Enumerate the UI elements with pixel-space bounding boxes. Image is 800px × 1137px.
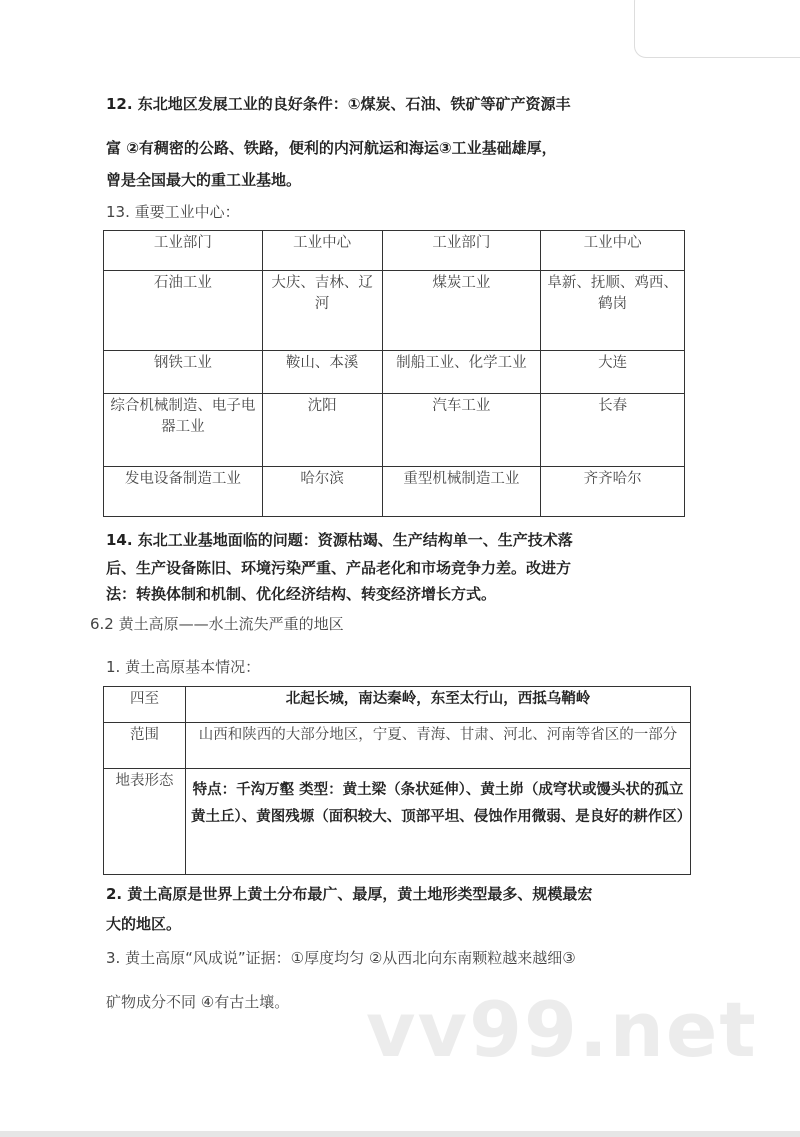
table-cell: 齐齐哈尔 <box>541 467 685 517</box>
row-label: 四至 <box>104 687 186 723</box>
subpoint-2-line1: 2. 黄土高原是世界上黄土分布最广、最厚，黄土地形类型最多、规模最宏 <box>106 885 593 903</box>
table-cell: 综合机械制造、电子电器工业 <box>104 394 263 467</box>
point-14-line2: 后、生产设备陈旧、环境污染严重、产品老化和市场竞争力差。改进方 <box>106 559 572 577</box>
loess-plateau-table <box>103 686 691 875</box>
header-cell: 工业中心 <box>262 231 382 271</box>
table-cell: 大庆、吉林、辽河 <box>262 271 382 351</box>
subpoint-3-line1: 3. 黄土高原“风成说”证据：①厚度均匀 ②从西北向东南颗粒越来越细③ <box>106 949 576 967</box>
table-cell: 汽车工业 <box>382 394 541 467</box>
row-value: 北起长城，南达秦岭，东至太行山，西抵乌鞘岭 <box>186 687 691 723</box>
card-corner <box>634 0 800 58</box>
table-cell: 鞍山、本溪 <box>262 351 382 394</box>
industry-centers-table <box>103 230 685 517</box>
table-row <box>104 351 685 394</box>
table-cell: 沈阳 <box>262 394 382 467</box>
point-12-line3: 曾是全国最大的重工业基地。 <box>106 171 302 189</box>
header-cell: 工业部门 <box>104 231 263 271</box>
point-14-line3: 法：转换体制和机制、优化经济结构、转变经济增长方式。 <box>106 585 497 603</box>
table-cell: 煤炭工业 <box>382 271 541 351</box>
table-row <box>104 687 691 723</box>
table-cell: 石油工业 <box>104 271 263 351</box>
table-row <box>104 271 685 351</box>
header-cell: 工业部门 <box>382 231 541 271</box>
row-value: 山西和陕西的大部分地区，宁夏、青海、甘肃、河北、河南等省区的一部分 <box>186 723 691 769</box>
table-row <box>104 723 691 769</box>
table-cell: 制船工业、化学工业 <box>382 351 541 394</box>
row-value: 特点：千沟万壑 类型：黄土梁（条状延伸）、黄土峁（成穹状或馒头状的孤立黄土丘）、黄图残塬（面积较大、顶部平坦、侵蚀作用微弱、是良好的耕作区） <box>186 769 691 875</box>
table-cell: 哈尔滨 <box>262 467 382 517</box>
table-cell: 重型机械制造工业 <box>382 467 541 517</box>
table-row <box>104 394 685 467</box>
section-heading: 6.2 黄土高原——水土流失严重的地区 <box>90 615 344 633</box>
table-header-row <box>104 231 685 271</box>
subpoint-3-line2: 矿物成分不同 ④有古土壤。 <box>106 993 290 1011</box>
table-cell: 阜新、抚顺、鸡西、鹤岗 <box>541 271 685 351</box>
table-cell: 钢铁工业 <box>104 351 263 394</box>
table-row <box>104 769 691 875</box>
page-bottom-edge <box>0 1131 800 1137</box>
table-cell: 发电设备制造工业 <box>104 467 263 517</box>
subpoint-1: 1. 黄土高原基本情况： <box>106 658 261 676</box>
point-14-line1: 14. 东北工业基地面临的问题：资源枯竭、生产结构单一、生产技术落 <box>106 531 573 549</box>
row-label: 范围 <box>104 723 186 769</box>
watermark: vv99.net <box>366 985 758 1074</box>
point-12-line1: 12. 东北地区发展工业的良好条件：①煤炭、石油、铁矿等矿产资源丰 <box>106 95 571 113</box>
subpoint-2-line2: 大的地区。 <box>106 915 182 933</box>
point-13: 13. 重要工业中心： <box>106 203 240 221</box>
point-12-line2: 富 ②有稠密的公路、铁路，便利的内河航运和海运③工业基础雄厚， <box>106 139 557 157</box>
table-cell: 长春 <box>541 394 685 467</box>
row-label: 地表形态 <box>104 769 186 875</box>
table-cell: 大连 <box>541 351 685 394</box>
header-cell: 工业中心 <box>541 231 685 271</box>
table-row <box>104 467 685 517</box>
